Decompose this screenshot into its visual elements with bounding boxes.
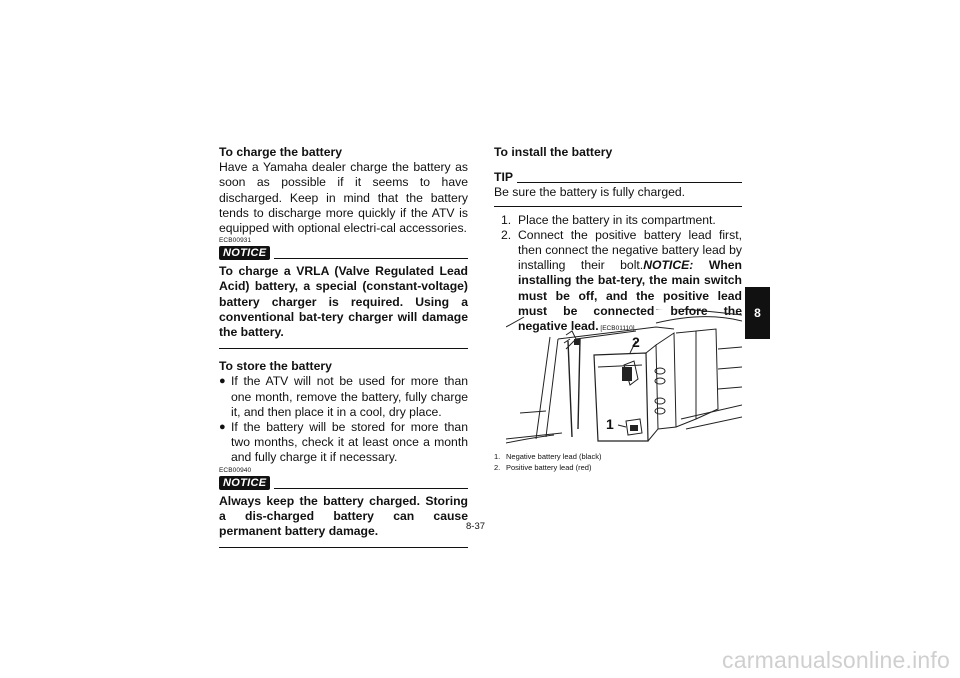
bullet-item: ● If the battery will be stored for more than two months, check it at least once a month and fully charge it if necessary. (219, 420, 468, 466)
tip-header (494, 170, 742, 185)
caption-number: 1. (494, 452, 501, 461)
battery-figure (506, 309, 742, 445)
left-column (219, 145, 468, 548)
inline-notice: NOTICE: (643, 258, 694, 273)
notice-body-storage: Always keep the battery charged. Storing a dis-charged battery can cause permanent battery damage. (219, 494, 468, 549)
step-text: Connect the positive battery lead first, then connect the negative battery lead by installing their bolt. (518, 227, 742, 273)
caption-text: Positive battery lead (red) (506, 463, 592, 472)
bullet-item: ● If the ATV will not be used for more than one month, remove the battery, fully charge it, and then place it in a cool, dry place. (219, 374, 468, 420)
figure-captions (494, 451, 601, 473)
ref-code: [ECB01110] (598, 325, 635, 333)
tip-rule (517, 182, 742, 183)
step-number: 2. (501, 227, 512, 242)
step-text: Place the battery in its compartment. (518, 212, 716, 227)
section-tab: 8 (745, 287, 770, 339)
watermark: carmanualsonline.info (722, 647, 950, 673)
tip-body: Be sure the battery is fully charged. (494, 185, 742, 206)
caption-item (494, 462, 601, 473)
code-ecb00940: ECB00940 (219, 466, 252, 474)
code-ecb00931: ECB00931 (219, 237, 252, 245)
notice-header (219, 476, 468, 490)
charge-heading: To charge the battery (219, 145, 343, 159)
caption-item (494, 451, 601, 462)
notice-rule (274, 258, 468, 259)
notice-header (219, 246, 468, 260)
figure-label-2: 2 (632, 334, 640, 350)
figure-label-1: 1 (606, 416, 614, 432)
step-number: 1. (501, 212, 512, 227)
store-bullets (219, 374, 468, 465)
step-item (494, 213, 742, 228)
charge-paragraph: Have a Yamaha dealer charge the battery as soon as possible if it seems to have discharged. Keep in mind that the battery tends to discharge more quickly if the ATV is equipped with optional electri-cal accessories. (219, 160, 468, 236)
step-warning: When installing the bat-tery, the main switch must be off, and the positive lead must be connected before the negative lead. (518, 258, 742, 334)
caption-text: Negative battery lead (black) (506, 452, 602, 461)
caption-number: 2. (494, 463, 501, 472)
right-column (494, 145, 742, 336)
tip-label: TIP (494, 170, 513, 185)
notice-badge: NOTICE (219, 246, 270, 260)
store-heading: To store the battery (219, 359, 332, 374)
notice-badge: NOTICE (219, 476, 270, 490)
install-heading: To install the battery (494, 145, 613, 159)
page-number: 8-37 (466, 521, 486, 532)
notice-body-vrla: To charge a VRLA (Valve Regulated Lead Acid) battery, a special (constant-voltage) battery charger is required. Using a conventional bat-tery charger will damage the battery. (219, 264, 468, 349)
notice-rule (274, 488, 468, 489)
